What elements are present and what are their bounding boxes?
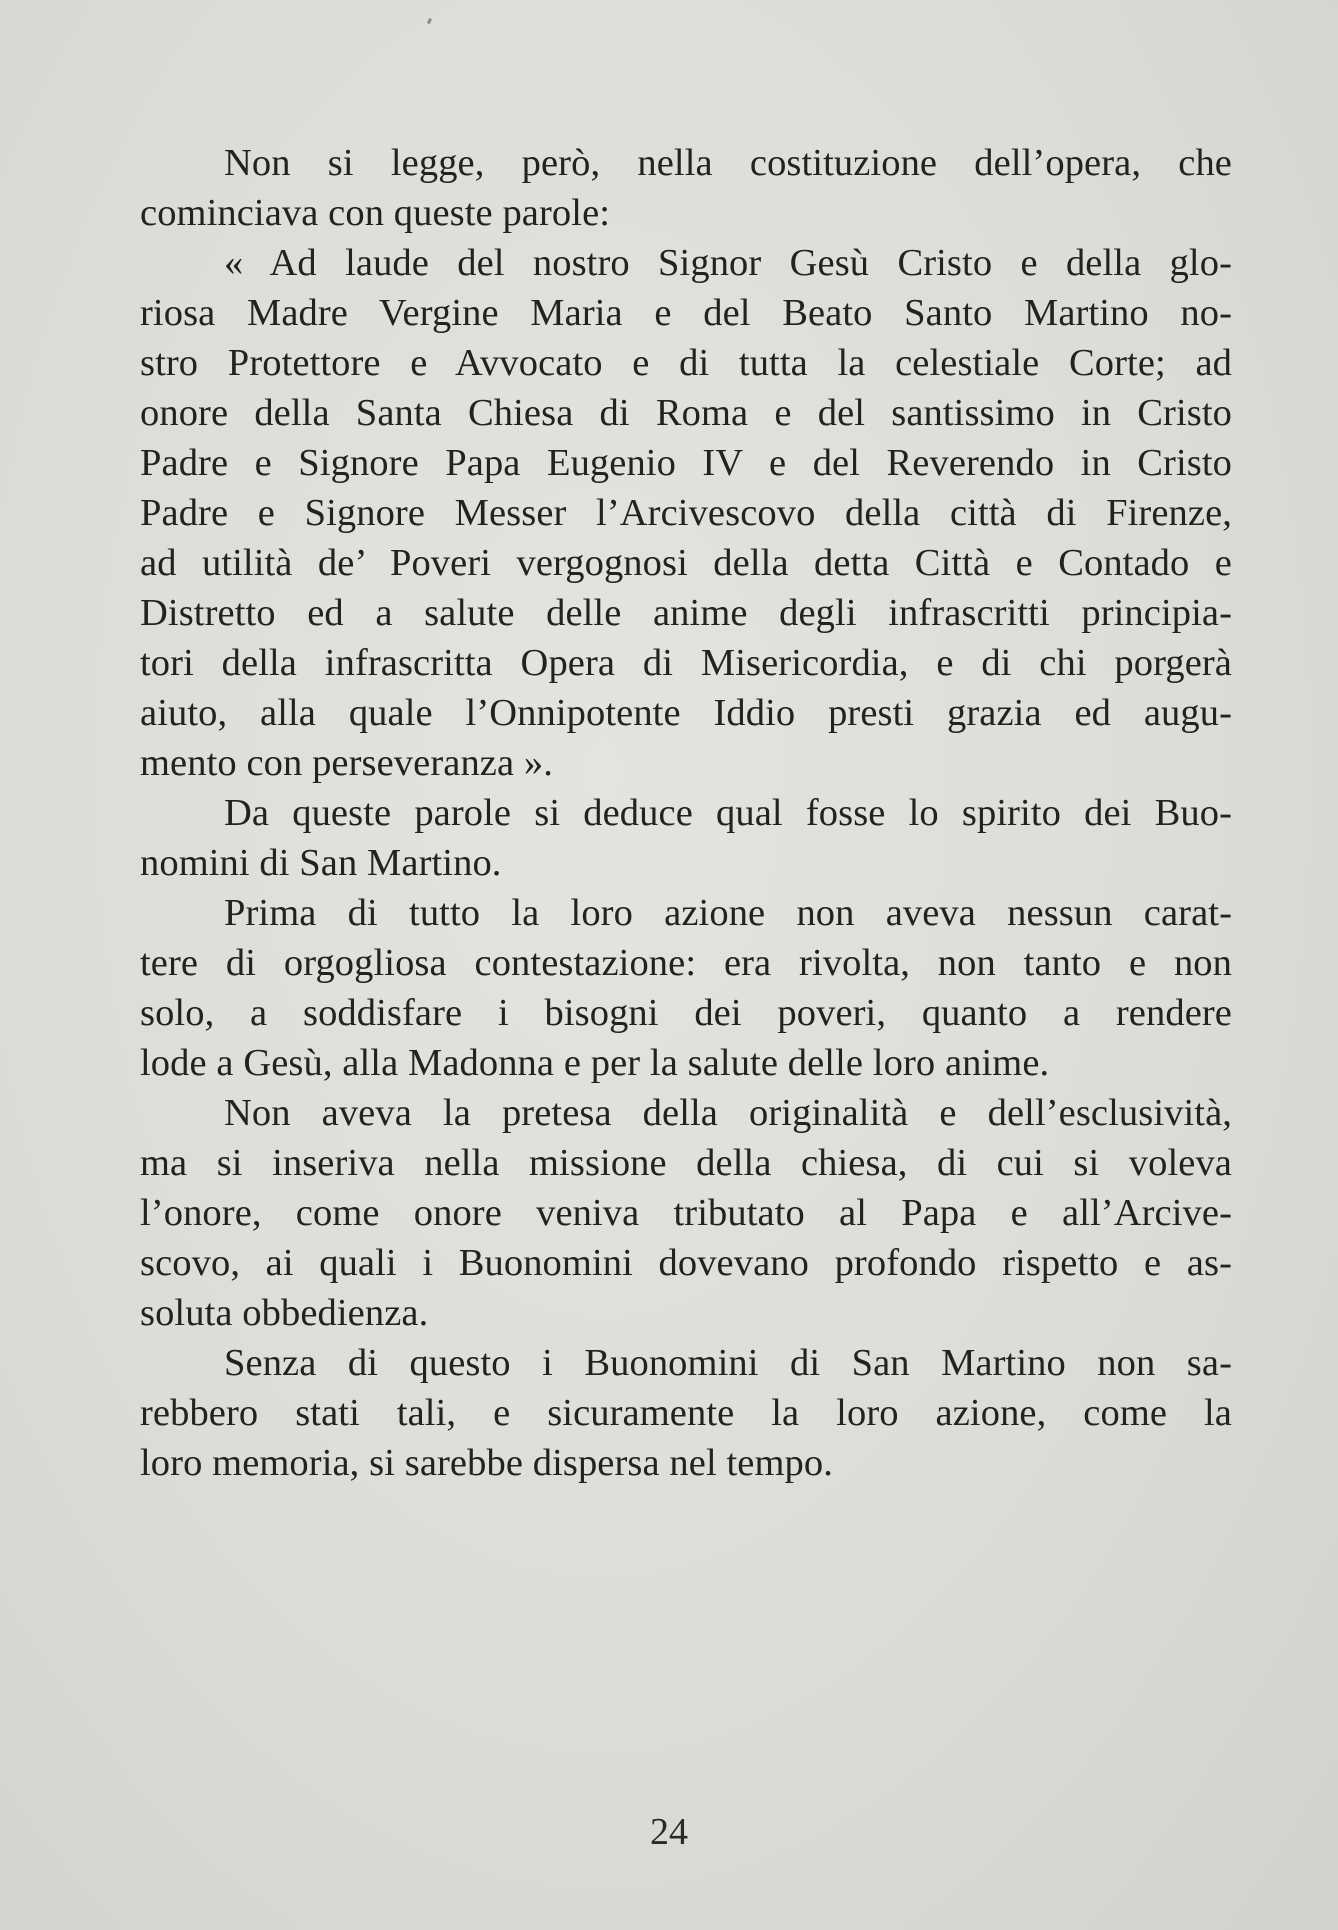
paper-speck xyxy=(427,18,432,25)
text-line: l’onore, come onore veniva tributato al Papa e all’Arcive- xyxy=(140,1192,1232,1234)
text-line: Padre e Signore Papa Eugenio IV e del Reverendo in Cristo xyxy=(140,442,1232,484)
text-line: solo, a soddisfare i bisogni dei poveri, quanto a rendere xyxy=(140,992,1232,1034)
text-line: Non aveva la pretesa della originalità e dell’esclusività, xyxy=(224,1092,1232,1134)
text-line: Senza di questo i Buonomini di San Martino non sa- xyxy=(224,1342,1232,1384)
text-line: Distretto ed a salute delle anime degli infrascritti principia- xyxy=(140,592,1232,634)
text-line: loro memoria, si sarebbe dispersa nel tempo. xyxy=(140,1442,833,1484)
page-number: 24 xyxy=(650,1811,688,1853)
paragraph-3 xyxy=(140,788,1232,888)
text-line: tori della infrascritta Opera di Misericordia, e di chi porgerà xyxy=(140,642,1232,684)
text-line: scovo, ai quali i Buonomini dovevano profondo rispetto e as- xyxy=(140,1242,1232,1284)
text-line: riosa Madre Vergine Maria e del Beato Santo Martino no- xyxy=(140,292,1232,334)
paragraph-4 xyxy=(140,888,1232,1088)
text-line: onore della Santa Chiesa di Roma e del santissimo in Cristo xyxy=(140,392,1232,434)
text-line: Prima di tutto la loro azione non aveva nessun carat- xyxy=(224,892,1232,934)
text-line: soluta obbedienza. xyxy=(140,1292,429,1334)
text-line: stro Protettore e Avvocato e di tutta la celestiale Corte; ad xyxy=(140,342,1232,384)
text-line: rebbero stati tali, e sicuramente la loro azione, come la xyxy=(140,1392,1232,1434)
text-line: « Ad laude del nostro Signor Gesù Cristo e della glo- xyxy=(224,242,1232,284)
text-line: Da queste parole si deduce qual fosse lo spirito dei Buo- xyxy=(224,792,1232,834)
paragraph-5 xyxy=(140,1088,1232,1338)
text-line: mento con perseveranza ». xyxy=(140,742,553,784)
text-line: ma si inseriva nella missione della chiesa, di cui si voleva xyxy=(140,1142,1232,1184)
text-line: aiuto, alla quale l’Onnipotente Iddio presti grazia ed augu- xyxy=(140,692,1232,734)
text-line: cominciava con queste parole: xyxy=(140,192,611,234)
text-line: lode a Gesù, alla Madonna e per la salute delle loro anime. xyxy=(140,1042,1050,1084)
paragraph-6 xyxy=(140,1338,1232,1488)
paragraph-1 xyxy=(140,138,1232,238)
text-line: Padre e Signore Messer l’Arcivescovo della città di Firenze, xyxy=(140,492,1232,534)
text-line: ad utilità de’ Poveri vergognosi della detta Città e Contado e xyxy=(140,542,1232,584)
text-line: tere di orgogliosa contestazione: era rivolta, non tanto e non xyxy=(140,942,1232,984)
paragraph-2-quote xyxy=(140,238,1232,788)
body-text xyxy=(140,138,1232,1488)
text-line: nomini di San Martino. xyxy=(140,842,502,884)
text-line: Non si legge, però, nella costituzione dell’opera, che xyxy=(224,142,1232,184)
